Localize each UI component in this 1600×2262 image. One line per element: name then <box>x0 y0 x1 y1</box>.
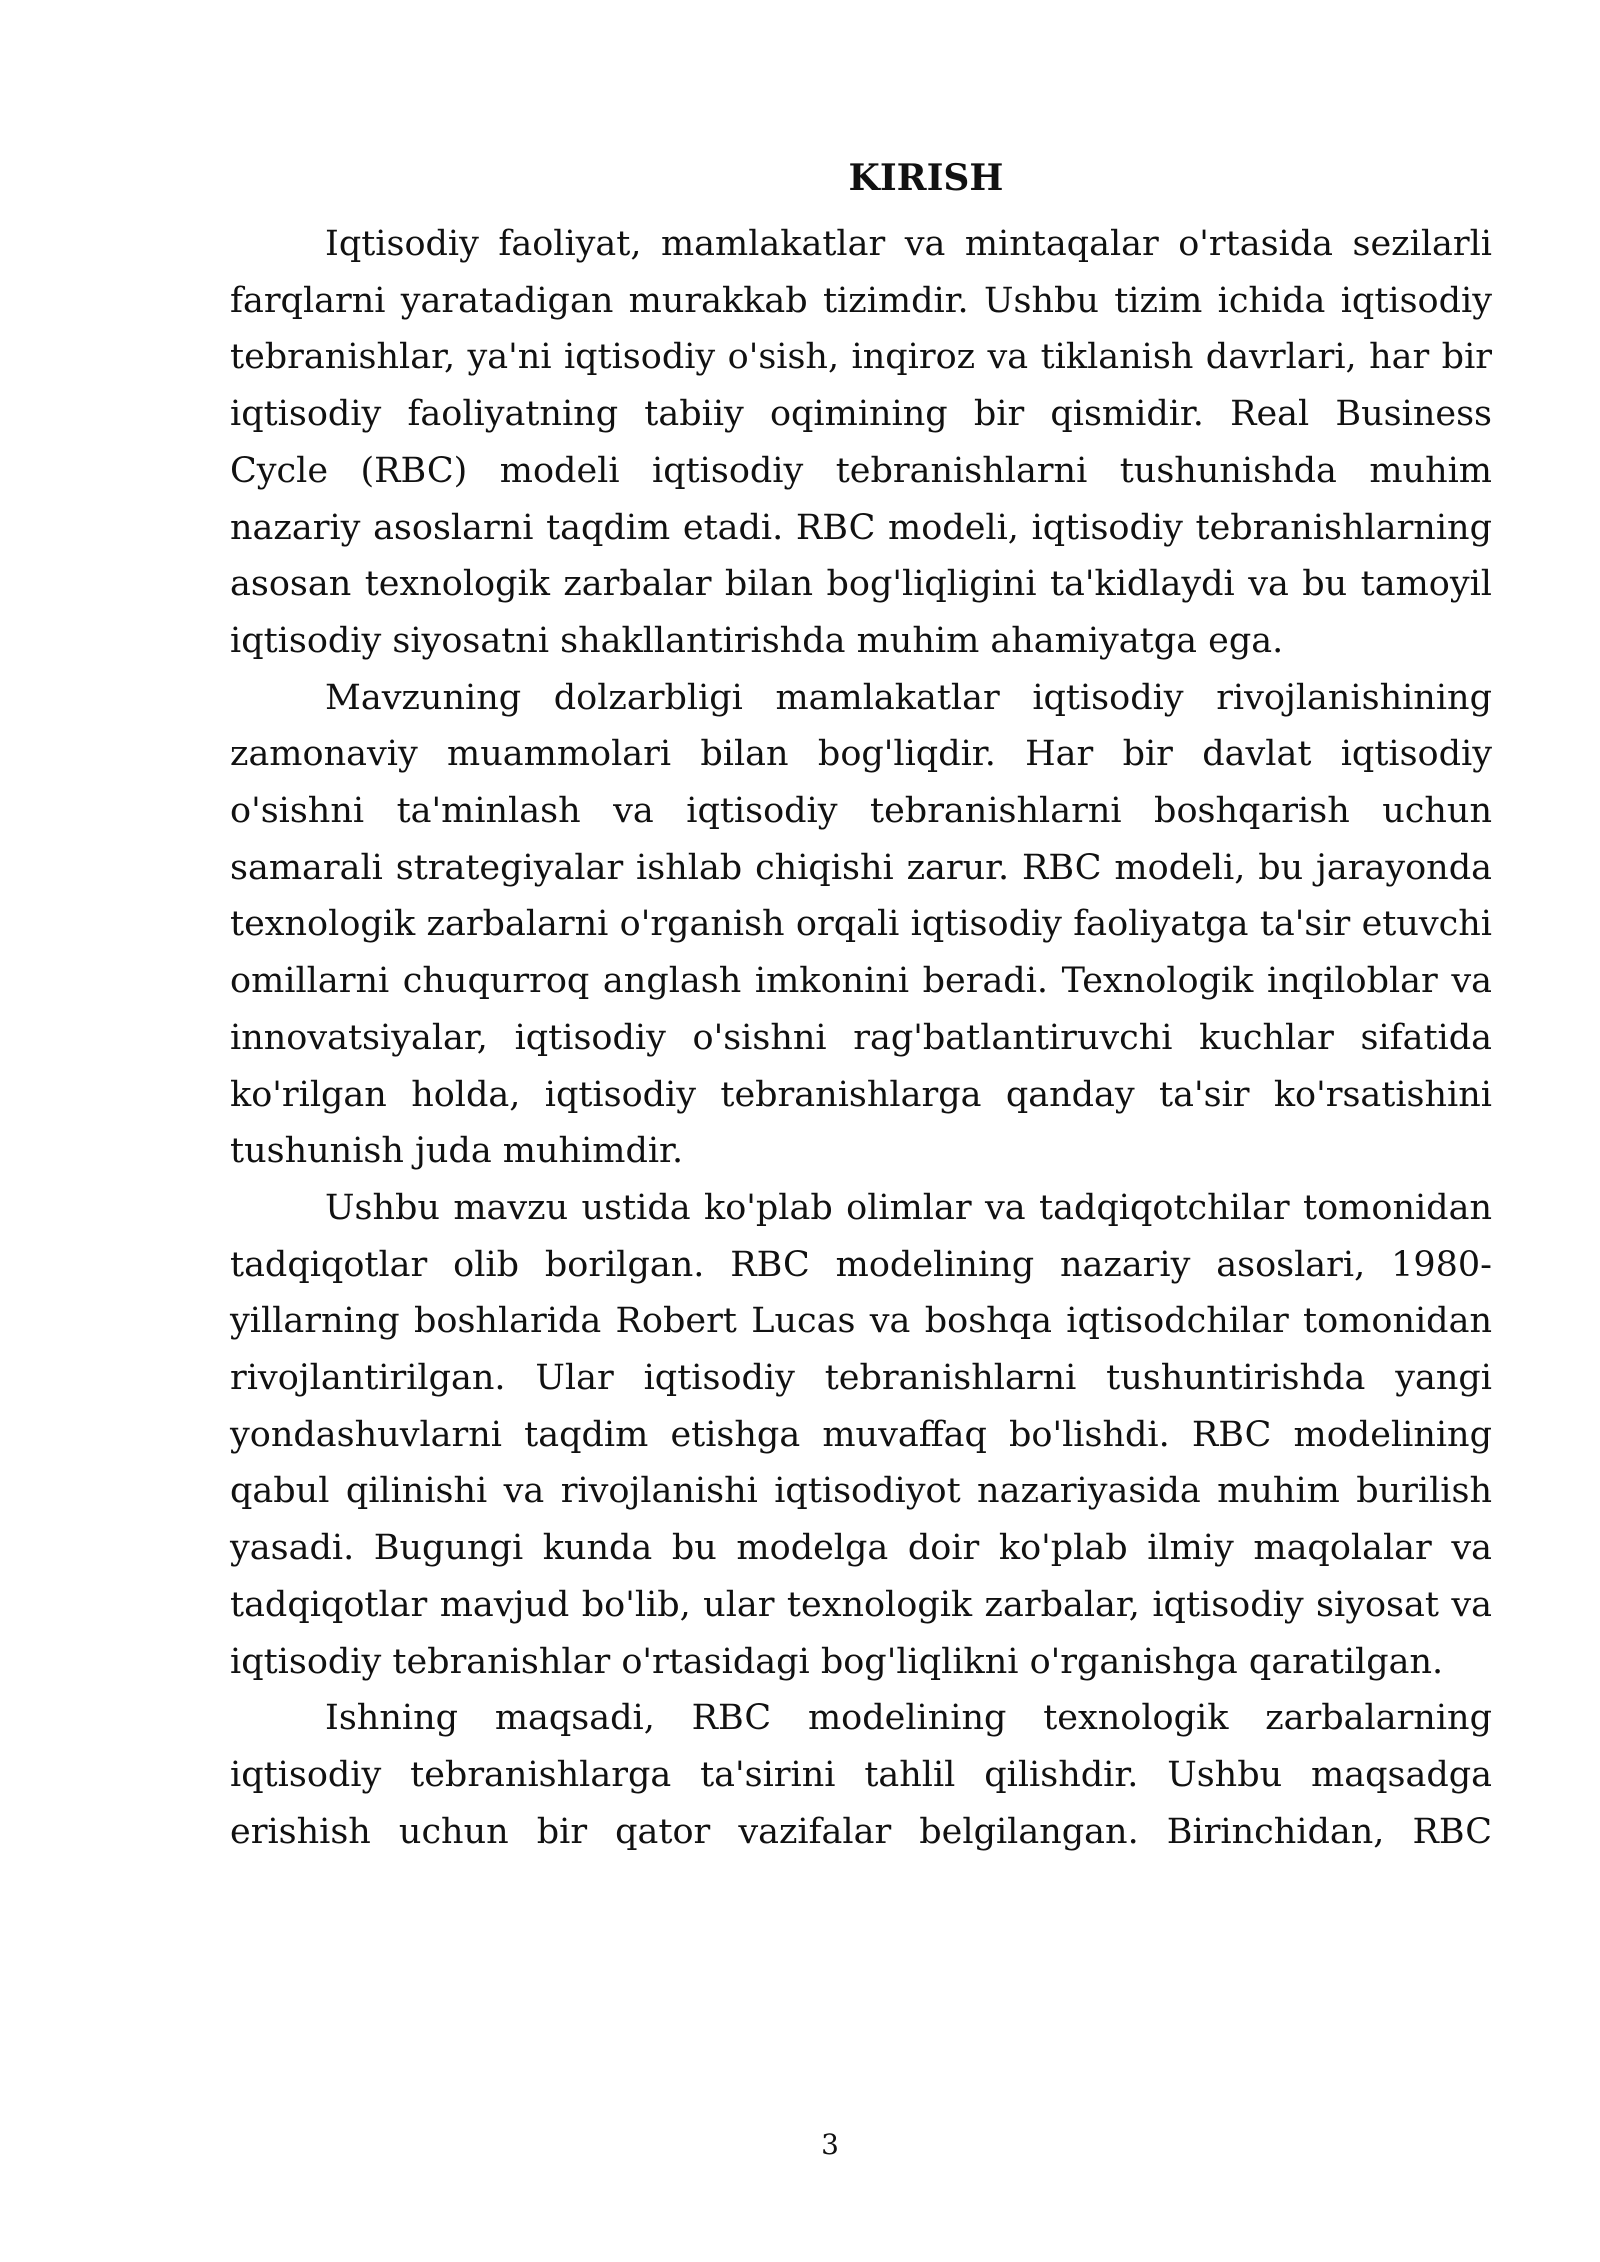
document-page <box>230 150 1492 1860</box>
paragraph-introduction: Iqtisodiy faoliyat, mamlakatlar va mintaqalar o'rtasida sezilarli farqlarni yaratadigan murakkab tizimdir. Ushbu tizim ichida iqtisodiy tebranishlar, ya'ni iqtisodiy o'sish, inqiroz va tiklanish davrlari, har bir iqtisodiy faoliyatning tabiiy oqimining bir qismidir. Real Business Cycle (RBC) modeli iqtisodiy tebranishlarni tushunishda muhim nazariy asoslarni taqdim etadi. RBC modeli, iqtisodiy tebranishlarning asosan texnologik zarbalar bilan bog'liqligini ta'kidlaydi va bu tamoyil iqtisodiy siyosatni shakllantirishda muhim ahamiyatga ega. <box>230 224 1492 661</box>
paragraph-objective: Ishning maqsadi, RBC modelining texnologik zarbalarning iqtisodiy tebranishlarga ta'sirini tahlil qilishdir. Ushbu maqsadga erishish uchun bir qator vazifalar belgilangan. Birinchidan, RBC <box>230 1698 1492 1852</box>
paragraph-relevance: Mavzuning dolzarbligi mamlakatlar iqtisodiy rivojlanishining zamonaviy muammolari bilan bog'liqdir. Har bir davlat iqtisodiy o'sishni ta'minlash va iqtisodiy tebranishlarni boshqarish uchun samarali strategiyalar ishlab chiqishi zarur. RBC modeli, bu jarayonda texnologik zarbalarni o'rganish orqali iqtisodiy faoliyatga ta'sir etuvchi omillarni chuqurroq anglash imkonini beradi. Texnologik inqiloblar va innovatsiyalar, iqtisodiy o'sishni rag'batlantiruvchi kuchlar sifatida ko'rilgan holda, iqtisodiy tebranishlarga qanday ta'sir ko'rsatishini tushunish juda muhimdir. <box>230 677 1492 1172</box>
paragraph-literature: Ushbu mavzu ustida ko'plab olimlar va tadqiqotchilar tomonidan tadqiqotlar olib borilgan. RBC modelining nazariy asoslari, 1980-yillarning boshlarida Robert Lucas va boshqa iqtisodchilar tomonidan rivojlantirilgan. Ular iqtisodiy tebranishlarni tushuntirishda yangi yondashuvlarni taqdim etishga muvaffaq bo'lishdi. RBC modelining qabul qilinishi va rivojlanishi iqtisodiyot nazariyasida muhim burilish yasadi. Bugungi kunda bu modelga doir ko'plab ilmiy maqolalar va tadqiqotlar mavjud bo'lib, ular texnologik zarbalar, iqtisodiy siyosat va iqtisodiy tebranishlar o'rtasidagi bog'liqlikni o'rganishga qaratilgan. <box>230 1187 1492 1682</box>
page-number: 3 <box>821 2128 839 2161</box>
section-heading: KIRISH <box>848 157 1004 199</box>
